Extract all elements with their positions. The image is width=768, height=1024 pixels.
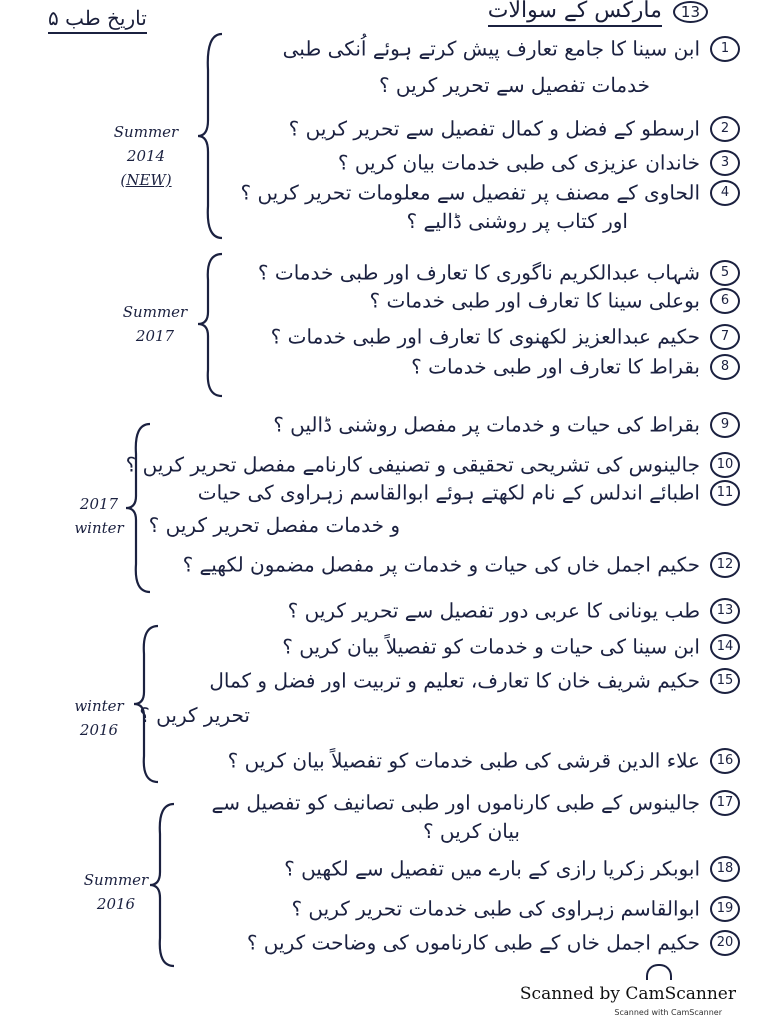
group-label-summer-2016: Summer 2016 [83, 871, 149, 913]
question-17-continuation: بیان کریں ؟ [422, 819, 520, 843]
question-text: علاء الدین قرشی کی طبی خدمات کو تفصیلاً بیان کریں ؟ [227, 748, 700, 773]
question-text: ابن سینا کا جامع تعارف پیش کرتے ہوئے اُنکی طبی [282, 36, 700, 61]
question-3 [338, 146, 740, 178]
question-text: طب یونانی کا عربی دور تفصیل سے تحریر کریں ؟ [287, 598, 700, 623]
question-number: 18 [710, 856, 740, 882]
group-label-winter-2016: winter 2016 [74, 697, 124, 739]
question-number: 9 [710, 412, 740, 438]
question-number: 6 [710, 288, 740, 314]
question-text: ابن سینا کی حیات و خدمات کو تفصیلاً بیان کریں ؟ [282, 634, 700, 659]
question-number: 13 [710, 598, 740, 624]
section-title: مارکس کے سوالات [488, 0, 662, 27]
question-text: حکیم عبدالعزیز لکھنوی کا تعارف اور طبی خدمات ؟ [270, 324, 700, 349]
question-number: 4 [710, 180, 740, 206]
question-8 [411, 350, 740, 382]
question-number: 14 [710, 634, 740, 660]
question-number: 3 [710, 150, 740, 176]
brace-summer-2014 [196, 30, 226, 242]
question-6 [370, 284, 740, 316]
scanner-watermark: Scanned by CamScanner [519, 984, 736, 1004]
question-15 [209, 664, 740, 696]
question-text: بقراط کی حیات و خدمات پر مفصل روشنی ڈالیں ؟ [273, 412, 700, 437]
question-17 [212, 786, 740, 818]
question-14 [282, 630, 740, 662]
question-text: بقراط کا تعارف اور طبی خدمات ؟ [411, 354, 700, 379]
group-label-winter-2017: 2017 winter [74, 495, 124, 537]
question-11 [198, 476, 740, 508]
question-5 [258, 256, 740, 288]
question-19 [291, 892, 740, 924]
group-label-summer-2017: Summer 2017 [122, 303, 188, 345]
cut-off-question-marker [646, 964, 672, 980]
question-number: 17 [710, 790, 740, 816]
question-number: 19 [710, 896, 740, 922]
question-7 [271, 320, 740, 352]
question-number: 16 [710, 748, 740, 774]
group-label-summer-2014: Summer 2014 (NEW) [113, 123, 179, 189]
question-number: 7 [710, 324, 740, 350]
brace-winter-2017 [124, 420, 154, 596]
question-number: 15 [710, 668, 740, 694]
question-number: 8 [710, 354, 740, 380]
brace-summer-2017 [196, 250, 226, 400]
section-number: 13 [673, 1, 708, 23]
question-20 [247, 926, 740, 958]
question-number: 12 [710, 552, 740, 578]
question-13 [288, 594, 740, 626]
question-number: 10 [710, 452, 740, 478]
question-number: 20 [710, 930, 740, 956]
question-15-continuation: تحریر کریں ؟ [139, 703, 250, 727]
question-1 [283, 32, 740, 64]
question-text: الحاوی کے مصنف پر تفصیل سے معلومات تحریر کریں ؟ [240, 180, 700, 205]
question-9 [273, 408, 740, 440]
question-11-continuation: و خدمات مفصل تحریر کریں ؟ [148, 513, 400, 537]
scanner-watermark-small: Scanned with CamScanner [614, 1008, 722, 1017]
question-12 [183, 548, 740, 580]
question-4-continuation: اور کتاب پر روشنی ڈالیے ؟ [406, 209, 628, 233]
brace-summer-2016 [148, 800, 178, 970]
question-text: ارسطو کے فضل و کمال تفصیل سے تحریر کریں ؟ [288, 116, 700, 141]
question-number: 11 [710, 480, 740, 506]
question-text: ابوالقاسم زہراوی کی طبی خدمات تحریر کریں ؟ [291, 896, 700, 921]
question-text: جالینوس کے طبی کارناموں اور طبی تصانیف کو تفصیل سے [211, 790, 700, 815]
question-number: 5 [710, 260, 740, 286]
question-number: 1 [710, 36, 740, 62]
question-text: اطبائے اندلس کے نام لکھتے ہوئے ابوالقاسم زہراوی کی حیات [197, 480, 700, 505]
question-1-continuation: خدمات تفصیل سے تحریر کریں ؟ [378, 73, 650, 97]
question-16 [228, 744, 740, 776]
subject-title: تاریخ طب ۵ [48, 6, 147, 34]
question-text: ابوبکر زکریا رازی کے بارے میں تفصیل سے لکھیں ؟ [284, 856, 700, 881]
question-2 [289, 112, 740, 144]
question-10 [126, 448, 740, 480]
question-text: حکیم اجمل خاں کی حیات و خدمات پر مفصل مضمون لکھیے ؟ [182, 552, 700, 577]
question-text: خاندان عزیزی کی طبی خدمات بیان کریں ؟ [337, 150, 700, 175]
section-heading [488, 0, 708, 23]
question-text: شہاب عبدالکریم ناگوری کا تعارف اور طبی خدمات ؟ [257, 260, 700, 285]
question-4 [240, 176, 740, 208]
question-text: حکیم اجمل خاں کے طبی کارناموں کی وضاحت کریں ؟ [246, 930, 700, 955]
question-text: حکیم شریف خان کا تعارف، تعلیم و تربیت اور فضل و کمال [209, 668, 700, 693]
question-18 [284, 852, 740, 884]
question-text: جالینوس کی تشریحی تحقیقی و تصنیفی کارنامے مفصل تحریر کریں ؟ [125, 452, 700, 477]
question-text: بوعلی سینا کا تعارف اور طبی خدمات ؟ [369, 288, 700, 313]
question-number: 2 [710, 116, 740, 142]
